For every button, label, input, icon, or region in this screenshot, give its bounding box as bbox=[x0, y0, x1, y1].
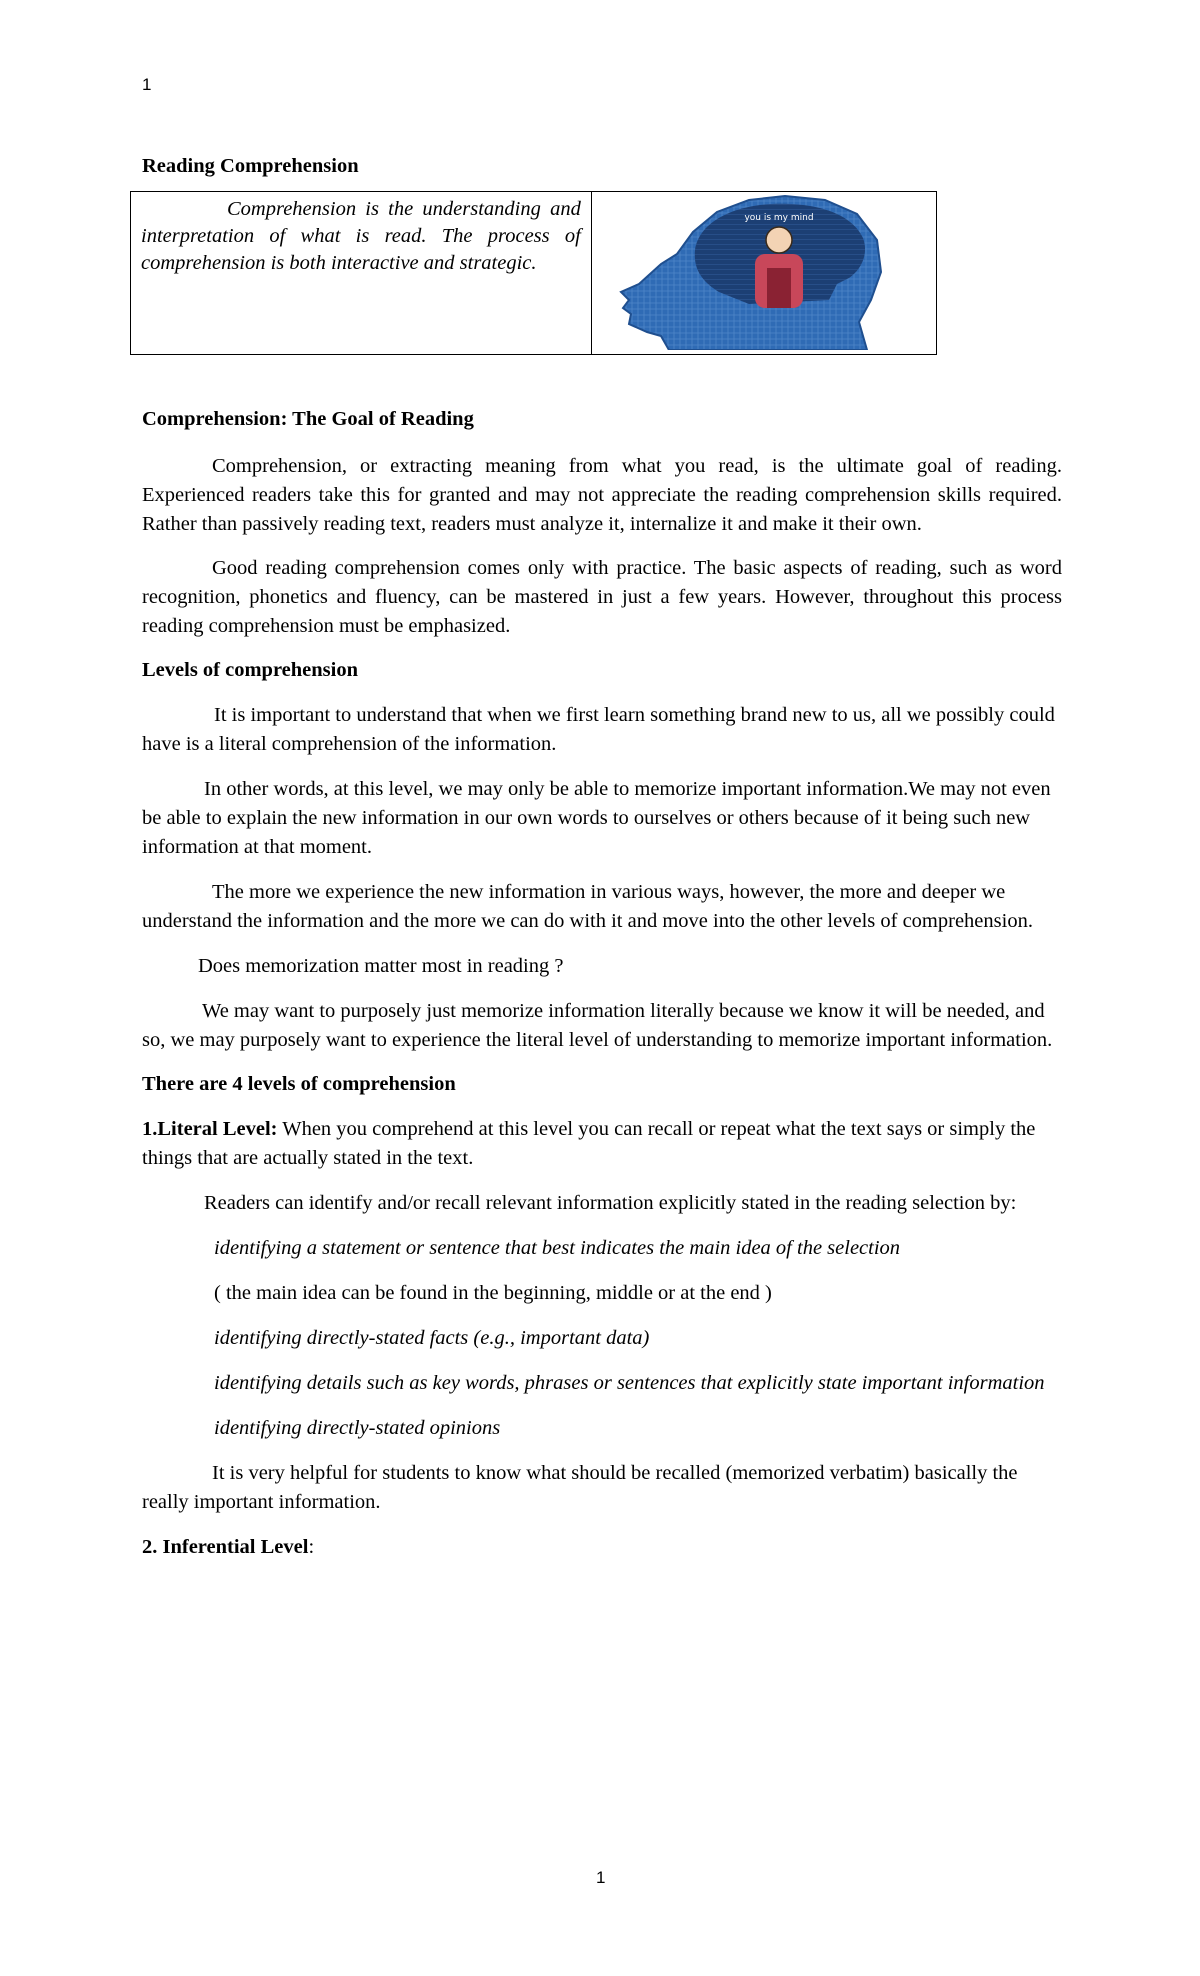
list-item-opinions: identifying directly-stated opinions bbox=[214, 1417, 501, 1439]
heading-four-levels: There are 4 levels of comprehension bbox=[142, 1073, 456, 1095]
paragraph-levels-1: It is important to understand that when we first learn something brand new to us, all we possibly could have is a literal comprehension of the information. bbox=[142, 704, 1055, 755]
list-item-facts: identifying directly-stated facts (e.g., important data) bbox=[214, 1327, 650, 1349]
paragraph-goal-2: Good reading comprehension comes only with practice. The basic aspects of reading, such as word recognition, phonetics and fluency, can be mastered in just a few years. However, throughout this process reading comprehension must be emphasized. bbox=[142, 557, 1062, 637]
brain-caption: you is my mind bbox=[744, 213, 814, 223]
heading-goal-of-reading: Comprehension: The Goal of Reading bbox=[142, 408, 474, 430]
page-number-top: 1 bbox=[142, 75, 152, 94]
list-item-main-idea-note: ( the main idea can be found in the beginning, middle or at the end ) bbox=[214, 1282, 772, 1304]
page-content bbox=[142, 152, 1062, 1562]
paragraph-levels-3: The more we experience the new information in various ways, however, the more and deeper we understand the information and the more we can do with it and move into the other levels of comprehension. bbox=[142, 881, 1033, 932]
paragraph-goal-1: Comprehension, or extracting meaning from what you read, is the ultimate goal of reading. Experienced readers take this for granted and may not appreciate the reading comprehension skills required. Rather than passively reading text, readers must analyze it, internalize it and make it their own. bbox=[142, 455, 1062, 535]
paragraph-readers: Readers can identify and/or recall relevant information explicitly stated in the reading selection by: bbox=[204, 1192, 1017, 1214]
intro-definition: Comprehension is the understanding and interpretation of what is read. The process of comprehension is both interactive and strategic. bbox=[141, 198, 581, 274]
paragraph-helpful: It is very helpful for students to know what should be recalled (memorized verbatim) basically the really important information. bbox=[142, 1462, 1018, 1513]
paragraph-inferential-level bbox=[142, 1533, 1062, 1562]
list-item-details: identifying details such as key words, phrases or sentences that explicitly state important information bbox=[214, 1372, 1045, 1394]
heading-levels-of-comprehension: Levels of comprehension bbox=[142, 659, 359, 681]
paragraph-levels-2: In other words, at this level, we may only be able to memorize important information.We may not even be able to explain the new information in our own words to ourselves or others because of it being such new information at that moment. bbox=[142, 778, 1051, 858]
paragraph-levels-4: We may want to purposely just memorize information literally because we know it will be needed, and so, we may purposely want to experience the literal level of understanding to memorize important information. bbox=[142, 1000, 1053, 1051]
inferential-level-label: 2. Inferential Level bbox=[142, 1536, 309, 1558]
page-number-bottom: 1 bbox=[596, 1868, 606, 1887]
intro-box bbox=[130, 191, 937, 355]
question-memorization: Does memorization matter most in reading ? bbox=[198, 955, 564, 977]
list-item-main-idea: identifying a statement or sentence that best indicates the main idea of the selection bbox=[214, 1237, 901, 1259]
document-title: Reading Comprehension bbox=[142, 155, 359, 177]
literal-level-text: When you comprehend at this level you can recall or repeat what the text says or simply the things that are actually stated in the text. bbox=[142, 1118, 1036, 1169]
paragraph-literal-level bbox=[142, 1115, 1062, 1173]
intro-image-cell bbox=[591, 192, 936, 355]
inferential-level-colon: : bbox=[308, 1536, 315, 1558]
literal-level-label: 1.Literal Level: bbox=[142, 1118, 278, 1140]
intro-definition-cell bbox=[131, 192, 592, 355]
head-silhouette-illustration bbox=[599, 192, 929, 350]
